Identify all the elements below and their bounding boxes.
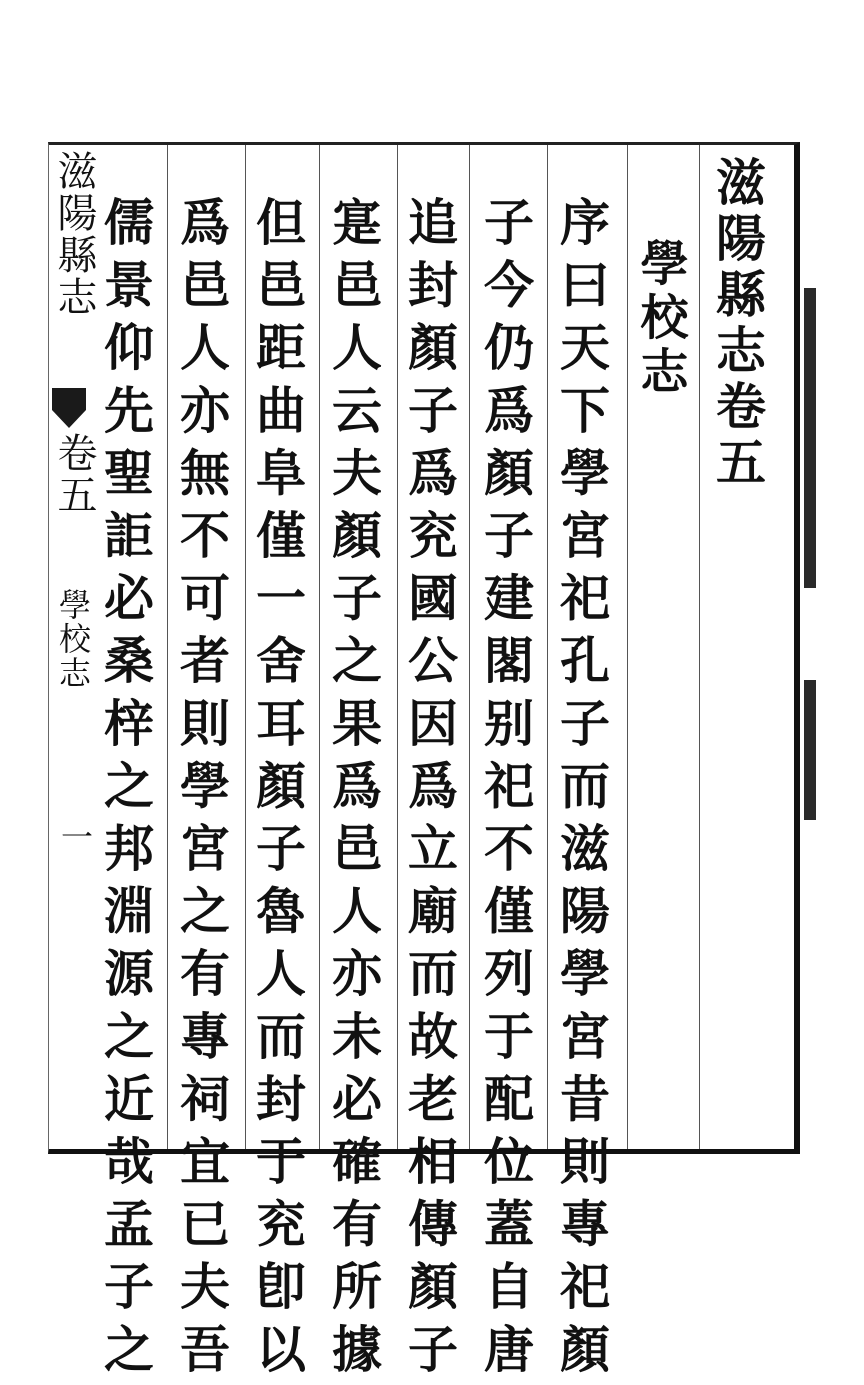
column-rule (547, 145, 548, 1149)
margin-volume: 卷五 (51, 432, 97, 516)
body-column-6: 爲邑人亦無不可者則學宮之有專祠宜已夫吾 (172, 196, 231, 1385)
body-column-4: 寔邑人云夫顏子之果爲邑人亦未必確有所據 (324, 196, 383, 1385)
edge-mark (804, 288, 816, 588)
body-column-5: 但邑距曲阜僅一舍耳顏子魯人而封于兖卽以 (248, 196, 307, 1385)
section-heading: 學校志 (632, 238, 688, 400)
body-column-3: 追封顏子爲兖國公因爲立廟而故老相傳顏子 (400, 196, 459, 1385)
column-rule (469, 145, 470, 1149)
column-rule (699, 145, 700, 1149)
body-column-1: 序曰天下學宮祀孔子而滋陽學宮昔則專祀顏 (552, 196, 611, 1385)
book-title: 滋陽縣志卷五 (708, 156, 767, 492)
column-rule (167, 145, 168, 1149)
body-column-2: 子今仍爲顏子建閣别祀不僅列于配位蓋自唐 (476, 196, 535, 1385)
margin-page-number: 一 (56, 820, 94, 854)
column-rule (627, 145, 628, 1149)
column-rule (245, 145, 246, 1149)
edge-mark (804, 680, 816, 820)
margin-section: 學校志 (54, 588, 92, 690)
margin-book-name: 滋陽縣志 (51, 150, 97, 318)
column-rule (397, 145, 398, 1149)
body-column-7: 儒景仰先聖詎必桑梓之邦淵源之近哉孟子之 (96, 196, 155, 1385)
column-rule (319, 145, 320, 1149)
